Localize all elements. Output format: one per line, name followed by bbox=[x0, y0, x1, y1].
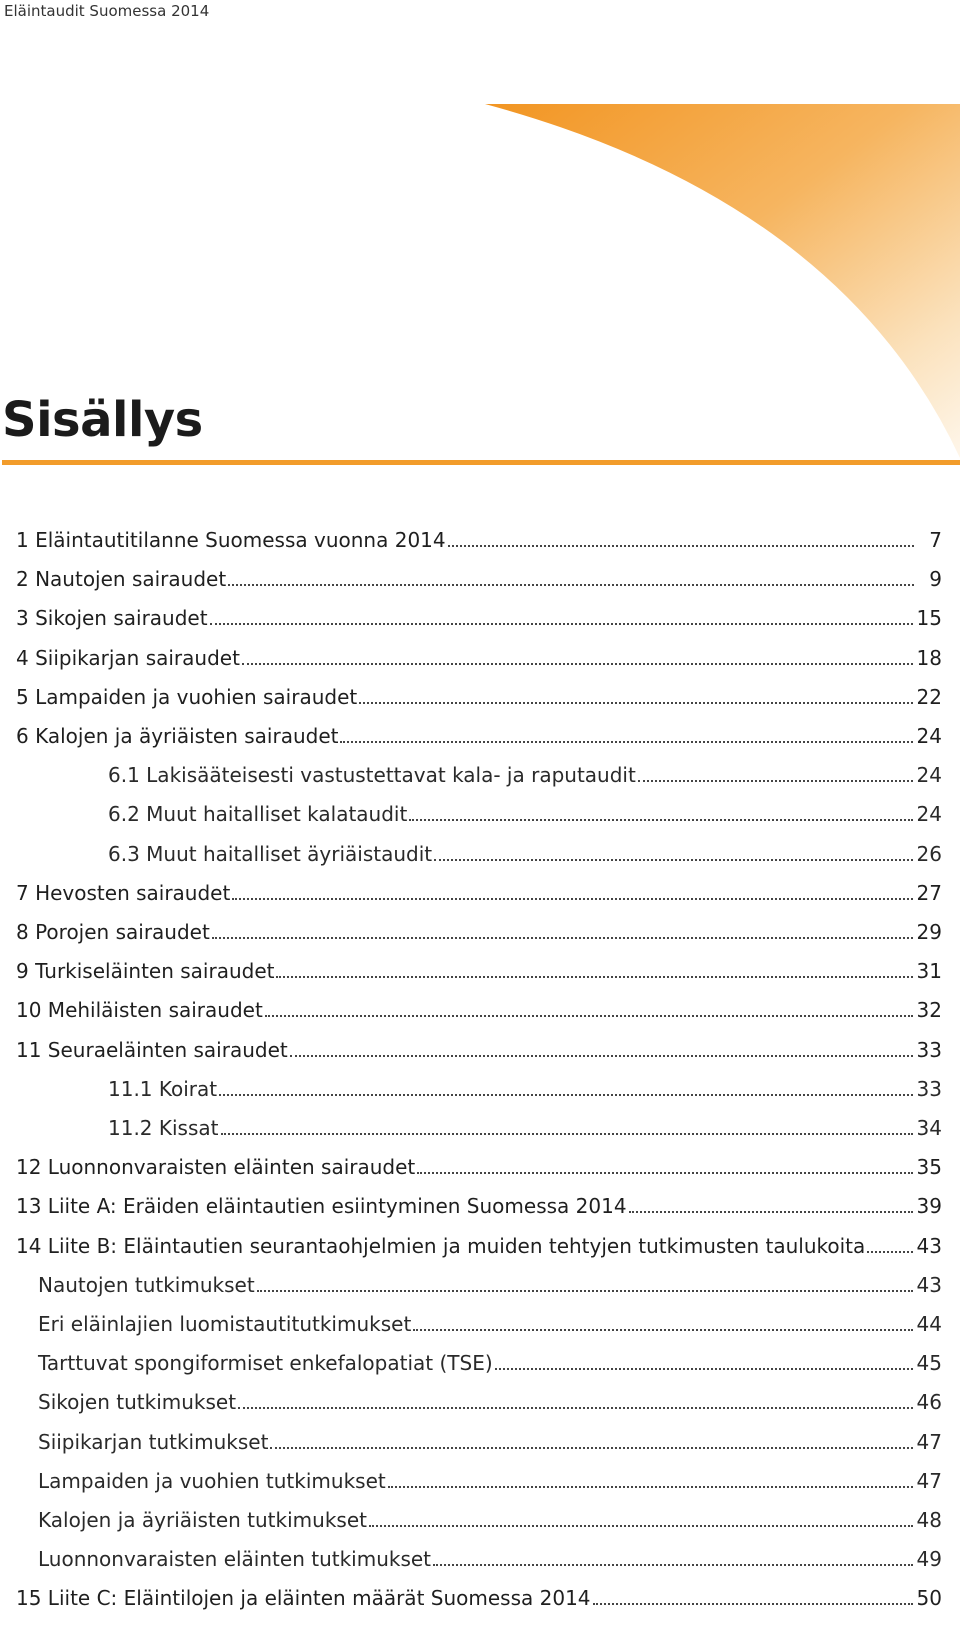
toc-entry-page-number: 29 bbox=[916, 920, 942, 944]
toc-entry[interactable] bbox=[16, 916, 942, 948]
toc-entry[interactable] bbox=[38, 1308, 942, 1340]
toc-entry-page-number: 32 bbox=[916, 998, 942, 1023]
toc-entry-label: 8 Porojen sairaudet bbox=[16, 920, 210, 944]
toc-entry-label: Nautojen tutkimukset bbox=[38, 1272, 255, 1297]
toc-entry-label: Tarttuvat spongiformiset enkefalopatiat (TSE) bbox=[38, 1351, 493, 1376]
toc-entry-page-number: 22 bbox=[916, 684, 942, 709]
toc-entry-page-number: 34 bbox=[916, 1116, 942, 1140]
toc-dot-leader bbox=[270, 1447, 912, 1449]
toc-dot-leader bbox=[257, 1290, 913, 1292]
toc-entry-label: 13 Liite A: Eräiden eläintautien esiintyminen Suomessa 2014 bbox=[16, 1194, 627, 1219]
toc-entry-label: 6.2 Muut haitalliset kalataudit bbox=[108, 802, 408, 827]
toc-dot-leader bbox=[433, 1564, 913, 1566]
toc-entry[interactable] bbox=[16, 602, 942, 634]
toc-entry[interactable] bbox=[16, 877, 942, 909]
toc-entry[interactable] bbox=[108, 838, 942, 870]
toc-entry[interactable] bbox=[16, 1582, 942, 1614]
toc-entry-label: Luonnonvaraisten eläinten tutkimukset bbox=[38, 1547, 432, 1572]
toc-entry-label: 3 Sikojen sairaudet bbox=[16, 606, 208, 631]
toc-entry-page-number: 7 bbox=[929, 528, 942, 552]
toc-entry[interactable] bbox=[108, 1112, 942, 1144]
toc-dot-leader bbox=[867, 1251, 912, 1253]
toc-entry-label: 11.1 Koirat bbox=[108, 1076, 218, 1101]
toc-entry-label: 6.1 Lakisääteisesti vastustettavat kala- ja raputaudit bbox=[108, 763, 636, 788]
toc-entry[interactable] bbox=[38, 1426, 942, 1458]
toc-entry[interactable] bbox=[38, 1386, 942, 1418]
toc-entry-page-number: 18 bbox=[916, 645, 942, 670]
toc-entry[interactable] bbox=[38, 1347, 942, 1379]
toc-entry-label: 1 Eläintautitilanne Suomessa vuonna 2014 bbox=[16, 528, 446, 552]
toc-entry[interactable] bbox=[108, 759, 942, 791]
toc-entry-page-number: 46 bbox=[916, 1390, 942, 1415]
toc-entry[interactable] bbox=[38, 1465, 942, 1497]
toc-entry-label: 15 Liite C: Eläintilojen ja eläinten määrät Suomessa 2014 bbox=[16, 1586, 591, 1611]
toc-dot-leader bbox=[495, 1368, 913, 1370]
toc-entry[interactable] bbox=[16, 994, 942, 1026]
toc-entry[interactable] bbox=[16, 524, 942, 556]
toc-entry-page-number: 47 bbox=[916, 1468, 942, 1493]
toc-entry-page-number: 33 bbox=[916, 1076, 942, 1101]
toc-entry-label: 12 Luonnonvaraisten eläinten sairaudet bbox=[16, 1155, 416, 1180]
toc-dot-leader bbox=[219, 1094, 912, 1096]
toc-entry[interactable] bbox=[16, 720, 942, 752]
toc-entry-page-number: 15 bbox=[916, 606, 942, 631]
toc-dot-leader bbox=[413, 1329, 912, 1331]
toc-entry-label: 10 Mehiläisten sairaudet bbox=[16, 998, 263, 1023]
toc-entry-page-number: 24 bbox=[916, 724, 942, 748]
toc-entry-page-number: 49 bbox=[916, 1547, 942, 1572]
toc-entry-page-number: 39 bbox=[916, 1194, 942, 1219]
toc-dot-leader bbox=[417, 1172, 912, 1174]
toc-entry[interactable] bbox=[16, 1151, 942, 1183]
toc-entry-label: 9 Turkiseläinten sairaudet bbox=[16, 959, 275, 984]
toc-dot-leader bbox=[212, 937, 913, 939]
toc-entry[interactable] bbox=[16, 1034, 942, 1066]
toc-entry-page-number: 31 bbox=[916, 959, 942, 984]
toc-entry-page-number: 24 bbox=[916, 802, 942, 827]
toc-dot-leader bbox=[638, 780, 913, 782]
toc-dot-leader bbox=[232, 898, 912, 900]
toc-dot-leader bbox=[593, 1603, 913, 1605]
toc-entry-page-number: 48 bbox=[916, 1508, 942, 1532]
toc-entry-page-number: 45 bbox=[916, 1351, 942, 1376]
toc-entry[interactable] bbox=[16, 681, 942, 713]
toc-entry-label: 7 Hevosten sairaudet bbox=[16, 880, 231, 905]
toc-entry[interactable] bbox=[38, 1543, 942, 1575]
toc-entry[interactable] bbox=[16, 642, 942, 674]
toc-entry-page-number: 24 bbox=[916, 763, 942, 788]
toc-entry-page-number: 47 bbox=[916, 1429, 942, 1454]
title-underline bbox=[2, 460, 960, 465]
toc-entry-label: Kalojen ja äyriäisten tutkimukset bbox=[38, 1508, 367, 1532]
toc-dot-leader bbox=[290, 1055, 913, 1057]
toc-entry[interactable] bbox=[16, 563, 942, 595]
toc-entry-page-number: 35 bbox=[916, 1155, 942, 1180]
toc-entry-label: Siipikarjan tutkimukset bbox=[38, 1429, 269, 1454]
toc-entry-page-number: 43 bbox=[916, 1272, 942, 1297]
page-title: Sisällys bbox=[2, 392, 203, 448]
toc-entry[interactable] bbox=[16, 955, 942, 987]
toc-entry-page-number: 43 bbox=[916, 1233, 942, 1258]
toc-entry[interactable] bbox=[38, 1269, 942, 1301]
toc-dot-leader bbox=[409, 819, 912, 821]
toc-entry-page-number: 9 bbox=[929, 567, 942, 592]
toc-dot-leader bbox=[228, 584, 914, 586]
toc-entry[interactable] bbox=[16, 1190, 942, 1222]
toc-entry-label: Eri eläinlajien luomistautitutkimukset bbox=[38, 1312, 412, 1336]
toc-dot-leader bbox=[340, 741, 912, 743]
toc-entry[interactable] bbox=[108, 1073, 942, 1105]
toc-dot-leader bbox=[242, 663, 913, 665]
toc-dot-leader bbox=[388, 1486, 913, 1488]
toc-dot-leader bbox=[448, 545, 914, 547]
toc-entry-label: 11 Seuraeläinten sairaudet bbox=[16, 1037, 288, 1062]
toc-entry-label: 14 Liite B: Eläintautien seurantaohjelmien ja muiden tehtyjen tutkimusten taulukoita bbox=[16, 1233, 866, 1258]
toc-dot-leader bbox=[359, 702, 912, 704]
toc-dot-leader bbox=[221, 1133, 913, 1135]
toc-entry[interactable] bbox=[108, 798, 942, 830]
toc-entry-label: Lampaiden ja vuohien tutkimukset bbox=[38, 1468, 386, 1493]
toc-entry[interactable] bbox=[16, 1230, 942, 1262]
toc-dot-leader bbox=[265, 1015, 913, 1017]
toc-dot-leader bbox=[629, 1211, 913, 1213]
toc-entry-label: 6.3 Muut haitalliset äyriäistaudit bbox=[108, 841, 433, 866]
toc-dot-leader bbox=[210, 623, 913, 625]
toc-entry-label: 4 Siipikarjan sairaudet bbox=[16, 645, 240, 670]
toc-entry-page-number: 26 bbox=[916, 841, 942, 866]
toc-entry-page-number: 27 bbox=[916, 880, 942, 905]
toc-entry-page-number: 50 bbox=[916, 1586, 942, 1611]
toc-entry-label: 6 Kalojen ja äyriäisten sairaudet bbox=[16, 724, 339, 748]
toc-dot-leader bbox=[276, 976, 912, 978]
toc-entry[interactable] bbox=[38, 1504, 942, 1536]
toc-dot-leader bbox=[369, 1525, 913, 1527]
toc-dot-leader bbox=[434, 859, 912, 861]
running-header: Eläintaudit Suomessa 2014 bbox=[4, 2, 210, 20]
toc-dot-leader bbox=[238, 1407, 912, 1409]
toc-entry-page-number: 44 bbox=[916, 1312, 942, 1336]
toc-entry-label: 11.2 Kissat bbox=[108, 1116, 219, 1140]
toc-entry-label: 2 Nautojen sairaudet bbox=[16, 567, 227, 592]
toc-entry-label: 5 Lampaiden ja vuohien sairaudet bbox=[16, 684, 358, 709]
toc-entry-label: Sikojen tutkimukset bbox=[38, 1390, 237, 1415]
toc-entry-page-number: 33 bbox=[916, 1037, 942, 1062]
